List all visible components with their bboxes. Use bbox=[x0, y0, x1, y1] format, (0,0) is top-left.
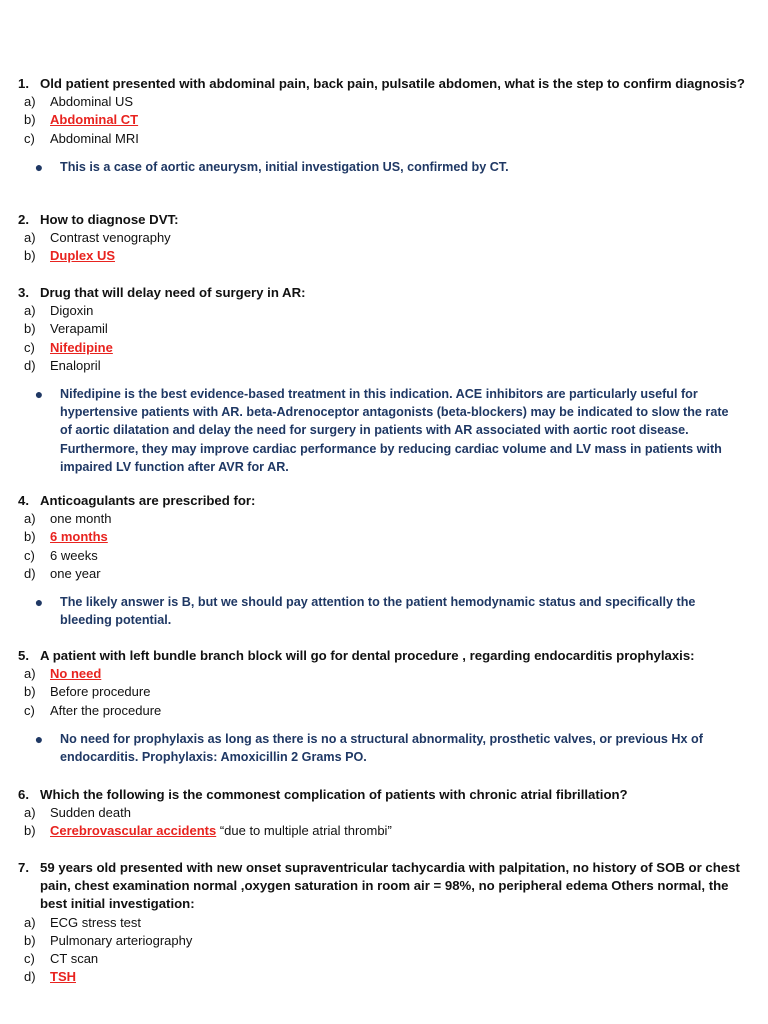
option-a bbox=[24, 229, 748, 247]
question-number: 6. bbox=[18, 787, 29, 802]
option-letter: b) bbox=[24, 112, 36, 128]
option-b bbox=[24, 320, 748, 338]
option-c bbox=[24, 547, 748, 565]
correct-answer: Abdominal CT bbox=[50, 112, 139, 128]
correct-answer: Cerebrovascular accidents bbox=[50, 823, 217, 839]
question-number: 7. bbox=[18, 860, 29, 875]
option-letter: c) bbox=[24, 951, 35, 967]
bullet-icon: ● bbox=[34, 158, 44, 175]
option-a bbox=[24, 914, 748, 932]
option-letter: b) bbox=[24, 248, 36, 264]
option-a bbox=[24, 510, 748, 528]
option-letter: a) bbox=[24, 511, 36, 527]
option-b bbox=[24, 683, 748, 701]
option-letter: d) bbox=[24, 565, 36, 581]
option-text: Sudden death bbox=[50, 805, 131, 821]
question-text: A patient with left bundle branch block will go for dental procedure , regarding endocarditis prophylaxis: bbox=[40, 648, 695, 663]
correct-answer: TSH bbox=[50, 969, 76, 985]
option-letter: a) bbox=[24, 805, 36, 821]
option-text: Digoxin bbox=[50, 303, 94, 319]
question-text: Old patient presented with abdominal pain, back pain, pulsatile abdomen, what is the step to confirm diagnosis? bbox=[40, 76, 745, 91]
question-text: Which the following is the commonest complication of patients with chronic atrial fibrillation? bbox=[40, 787, 628, 802]
option-letter: b) bbox=[24, 321, 36, 337]
correct-answer: No need bbox=[50, 666, 102, 682]
option-letter: c) bbox=[24, 130, 35, 146]
question-5 bbox=[18, 647, 748, 766]
correct-answer: Duplex US bbox=[50, 248, 116, 264]
option-text: Enalopril bbox=[50, 357, 101, 373]
option-letter: b) bbox=[24, 823, 36, 839]
question-3 bbox=[18, 284, 748, 476]
option-a bbox=[24, 93, 748, 111]
option-text: one month bbox=[50, 511, 112, 527]
option-letter: a) bbox=[24, 914, 36, 930]
option-b bbox=[24, 932, 748, 950]
option-text: Abdominal US bbox=[50, 94, 134, 110]
option-text: one year bbox=[50, 565, 101, 581]
option-c bbox=[24, 950, 748, 968]
option-text: CT scan bbox=[50, 951, 99, 967]
option-c bbox=[24, 702, 748, 720]
option-letter: a) bbox=[24, 303, 36, 319]
option-c bbox=[24, 339, 748, 357]
option-text: Contrast venography bbox=[50, 230, 171, 246]
explanation-text: The likely answer is B, but we should pay attention to the patient hemodynamic status and specifically the bleeding potential. bbox=[60, 595, 696, 628]
option-text: Verapamil bbox=[50, 321, 108, 337]
explanation-note bbox=[18, 158, 748, 176]
option-b bbox=[24, 247, 748, 265]
question-number: 4. bbox=[18, 493, 29, 508]
correct-answer: Nifedipine bbox=[50, 339, 113, 355]
explanation-note bbox=[18, 593, 748, 629]
question-text: Anticoagulants are prescribed for: bbox=[40, 493, 256, 508]
option-letter: c) bbox=[24, 547, 35, 563]
option-c bbox=[24, 130, 748, 148]
option-letter: a) bbox=[24, 230, 36, 246]
option-letter: b) bbox=[24, 684, 36, 700]
option-letter: c) bbox=[24, 339, 35, 355]
option-text: Abdominal MRI bbox=[50, 130, 139, 146]
option-a bbox=[24, 665, 748, 683]
explanation-text: This is a case of aortic aneurysm, initial investigation US, confirmed by CT. bbox=[60, 159, 509, 174]
question-stem bbox=[18, 284, 748, 302]
bullet-icon: ● bbox=[34, 730, 44, 747]
explanation-note bbox=[18, 385, 748, 476]
option-b bbox=[24, 111, 748, 129]
explanation-text: No need for prophylaxis as long as there is no a structural abnormality, prosthetic valves, or previous Hx of endocarditis. Prophylaxis: Amoxicillin 2 Grams PO. bbox=[60, 731, 703, 765]
option-text: Pulmonary arteriography bbox=[50, 932, 193, 948]
option-a bbox=[24, 804, 748, 822]
question-stem bbox=[18, 211, 748, 229]
option-letter: d) bbox=[24, 969, 36, 985]
question-stem bbox=[18, 859, 748, 914]
question-4 bbox=[18, 492, 748, 629]
question-7 bbox=[18, 859, 748, 986]
option-b bbox=[24, 822, 748, 840]
question-stem bbox=[18, 492, 748, 510]
option-text: 6 weeks bbox=[50, 547, 98, 563]
option-b bbox=[24, 528, 748, 546]
option-d bbox=[24, 565, 748, 583]
option-comment: “due to multiple atrial thrombi” bbox=[216, 823, 392, 839]
option-d bbox=[24, 357, 748, 375]
option-d bbox=[24, 968, 748, 986]
question-2 bbox=[18, 211, 748, 266]
explanation-text: Nifedipine is the best evidence-based treatment in this indication. ACE inhibitors are particularly useful for hypertensive patients with AR. beta-Adrenoceptor antagonists (beta-blockers) may be indicated to slow the rate of aortic dilatation and delay the need for surgery in patients with AR associated with aortic root disease. Furthermore, they may improve cardiac performance by reducing cardiac volume and LV mass in patients with impaired LV function after AVR for AR. bbox=[60, 387, 729, 474]
question-1 bbox=[18, 75, 748, 176]
question-stem bbox=[18, 75, 748, 93]
correct-answer: 6 months bbox=[50, 529, 108, 545]
option-text: Before procedure bbox=[50, 684, 151, 700]
question-number: 3. bbox=[18, 285, 29, 300]
option-letter: c) bbox=[24, 702, 35, 718]
question-6 bbox=[18, 786, 748, 841]
option-text: ECG stress test bbox=[50, 914, 142, 930]
option-letter: d) bbox=[24, 357, 36, 373]
bullet-icon: ● bbox=[34, 594, 44, 611]
question-stem bbox=[18, 647, 748, 665]
bullet-icon: ● bbox=[34, 386, 44, 403]
option-letter: a) bbox=[24, 666, 36, 682]
option-a bbox=[24, 302, 748, 320]
question-number: 1. bbox=[18, 76, 29, 91]
question-text: How to diagnose DVT: bbox=[40, 212, 179, 227]
question-text: 59 years old presented with new onset supraventricular tachycardia with palpitation, no history of SOB or chest pain, chest examination normal ,oxygen saturation in room air = 98%, no peripheral edema Others normal, the best initial investigation: bbox=[40, 860, 740, 912]
question-number: 2. bbox=[18, 212, 29, 227]
option-letter: b) bbox=[24, 529, 36, 545]
question-text: Drug that will delay need of surgery in AR: bbox=[40, 285, 306, 300]
option-letter: b) bbox=[24, 932, 36, 948]
option-text: After the procedure bbox=[50, 702, 162, 718]
question-stem bbox=[18, 786, 748, 804]
option-letter: a) bbox=[24, 94, 36, 110]
question-number: 5. bbox=[18, 648, 29, 663]
explanation-note bbox=[18, 730, 748, 766]
